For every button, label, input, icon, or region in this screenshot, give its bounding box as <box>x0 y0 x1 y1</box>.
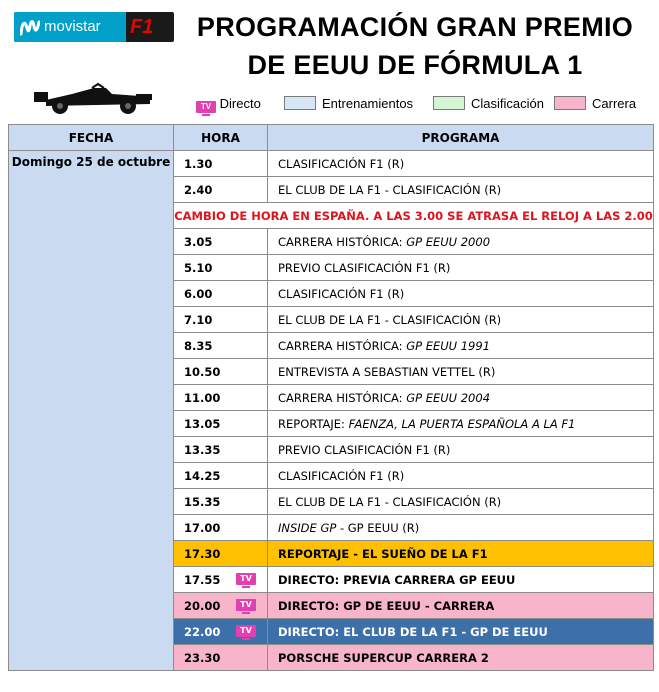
time-value: 22.00 <box>184 624 221 639</box>
time-cell <box>174 541 268 567</box>
time-value: 13.05 <box>184 416 221 431</box>
program-cell <box>268 151 654 177</box>
legend-directo <box>196 96 261 112</box>
program-title: DIRECTO: GP DE EEUU - CARRERA <box>278 598 495 613</box>
program-title: CARRERA HISTÓRICA: <box>278 234 407 249</box>
time-cell <box>174 463 268 489</box>
time-value: 3.05 <box>184 234 213 249</box>
program-title: CARRERA HISTÓRICA: <box>278 338 407 353</box>
f1-car-icon <box>32 82 154 116</box>
time-value: 15.35 <box>184 494 221 509</box>
tv-live-icon: TV <box>236 599 256 611</box>
program-subtitle: - GP EEUU (R) <box>336 520 420 535</box>
program-title: CLASIFICACIÓN F1 (R) <box>278 156 405 171</box>
legend-label-carrera: Carrera <box>592 96 637 111</box>
program-cell <box>268 645 654 671</box>
time-value: 1.30 <box>184 156 213 171</box>
time-cell <box>174 385 268 411</box>
legend-swatch-clasificacion <box>433 96 465 110</box>
title-line-1: PROGRAMACIÓN GRAN PREMIO <box>196 12 634 42</box>
title-line-2: DE EEUU DE FÓRMULA 1 <box>247 50 583 80</box>
program-cell <box>268 255 654 281</box>
time-cell <box>174 281 268 307</box>
program-title: DIRECTO: PREVIA CARRERA GP EEUU <box>278 572 516 587</box>
schedule-body <box>9 151 654 671</box>
date-cell: Domingo 25 de octubre <box>9 151 174 671</box>
time-cell <box>174 359 268 385</box>
time-cell <box>174 307 268 333</box>
tv-live-icon: TV <box>236 573 256 585</box>
time-value: 11.00 <box>184 390 221 405</box>
f1-text: F1 <box>130 16 154 38</box>
time-value: 17.00 <box>184 520 221 535</box>
time-cell <box>174 515 268 541</box>
program-title: CLASIFICACIÓN F1 (R) <box>278 468 405 483</box>
time-cell <box>174 333 268 359</box>
f1-wordmark <box>130 12 153 42</box>
program-title: PREVIO CLASIFICACIÓN F1 (R) <box>278 442 451 457</box>
program-cell <box>268 333 654 359</box>
program-title: EL CLUB DE LA F1 - CLASIFICACIÓN (R) <box>278 312 502 327</box>
time-value: 14.25 <box>184 468 221 483</box>
time-value: 7.10 <box>184 312 213 327</box>
program-subtitle: GP EEUU 2000 <box>406 234 491 249</box>
time-change-notice: CAMBIO DE HORA EN ESPAÑA. A LAS 3.00 SE ATRASA EL RELOJ A LAS 2.00 <box>174 203 654 229</box>
time-value: 5.10 <box>184 260 213 275</box>
program-cell <box>268 359 654 385</box>
time-cell <box>174 151 268 177</box>
program-title: PORSCHE SUPERCUP CARRERA 2 <box>278 650 489 665</box>
table-header-row <box>9 125 654 151</box>
program-title: CARRERA HISTÓRICA: <box>278 390 407 405</box>
time-cell <box>174 255 268 281</box>
time-cell <box>174 567 268 593</box>
legend-carrera <box>554 96 636 112</box>
program-cell <box>268 619 654 645</box>
movistar-f1-logo <box>14 12 174 42</box>
time-value: 2.40 <box>184 182 213 197</box>
program-cell <box>268 593 654 619</box>
program-cell <box>268 541 654 567</box>
legend-entrenamientos <box>284 96 413 112</box>
movistar-brand <box>14 12 126 42</box>
program-cell <box>268 515 654 541</box>
page-title <box>180 8 650 84</box>
program-title: EL CLUB DE LA F1 - CLASIFICACIÓN (R) <box>278 494 502 509</box>
program-title: REPORTAJE: <box>278 416 349 431</box>
time-cell <box>174 645 268 671</box>
time-cell <box>174 593 268 619</box>
time-cell <box>174 177 268 203</box>
movistar-m-icon <box>20 18 40 36</box>
time-cell <box>174 619 268 645</box>
program-title: EL CLUB DE LA F1 - CLASIFICACIÓN (R) <box>278 182 502 197</box>
program-title: DIRECTO: EL CLUB DE LA F1 - GP DE EEUU <box>278 624 548 639</box>
program-cell <box>268 385 654 411</box>
header-hora: HORA <box>174 125 268 151</box>
program-cell <box>268 411 654 437</box>
movistar-wordmark: movistar <box>44 18 101 35</box>
program-cell <box>268 177 654 203</box>
tv-live-icon: TV <box>236 625 256 637</box>
program-cell <box>268 281 654 307</box>
legend-label-directo: Directo <box>219 96 261 111</box>
program-cell <box>268 307 654 333</box>
program-title: PREVIO CLASIFICACIÓN F1 (R) <box>278 260 451 275</box>
program-title: REPORTAJE - EL SUEÑO DE LA F1 <box>278 546 488 561</box>
legend-swatch-carrera <box>554 96 586 110</box>
time-value: 10.50 <box>184 364 221 379</box>
program-subtitle: GP EEUU 1991 <box>406 338 491 353</box>
legend-clasificacion <box>433 96 544 112</box>
time-value: 23.30 <box>184 650 221 665</box>
time-value: 13.35 <box>184 442 221 457</box>
program-title: CLASIFICACIÓN F1 (R) <box>278 286 405 301</box>
time-value: 8.35 <box>184 338 213 353</box>
program-cell <box>268 489 654 515</box>
program-title: INSIDE GP <box>278 520 337 535</box>
program-cell <box>268 437 654 463</box>
table-row <box>9 151 654 177</box>
program-subtitle: FAENZA, LA PUERTA ESPAÑOLA A LA F1 <box>348 416 576 431</box>
time-cell <box>174 411 268 437</box>
program-title: ENTREVISTA A SEBASTIAN VETTEL (R) <box>278 364 496 379</box>
program-cell <box>268 463 654 489</box>
schedule-table <box>8 124 654 671</box>
program-subtitle: GP EEUU 2004 <box>406 390 491 405</box>
program-cell <box>268 229 654 255</box>
time-value: 17.30 <box>184 546 221 561</box>
legend-label-clasificacion: Clasificación <box>471 96 544 111</box>
time-cell <box>174 229 268 255</box>
tv-icon: TV <box>196 101 216 113</box>
legend-swatch-entrenamientos <box>284 96 316 110</box>
program-cell <box>268 567 654 593</box>
header-fecha: FECHA <box>9 125 174 151</box>
time-cell <box>174 437 268 463</box>
time-cell <box>174 489 268 515</box>
legend-label-entrenamientos: Entrenamientos <box>322 96 414 111</box>
time-value: 6.00 <box>184 286 213 301</box>
time-value: 17.55 <box>184 572 221 587</box>
header-programa: PROGRAMA <box>268 125 654 151</box>
time-value: 20.00 <box>184 598 221 613</box>
